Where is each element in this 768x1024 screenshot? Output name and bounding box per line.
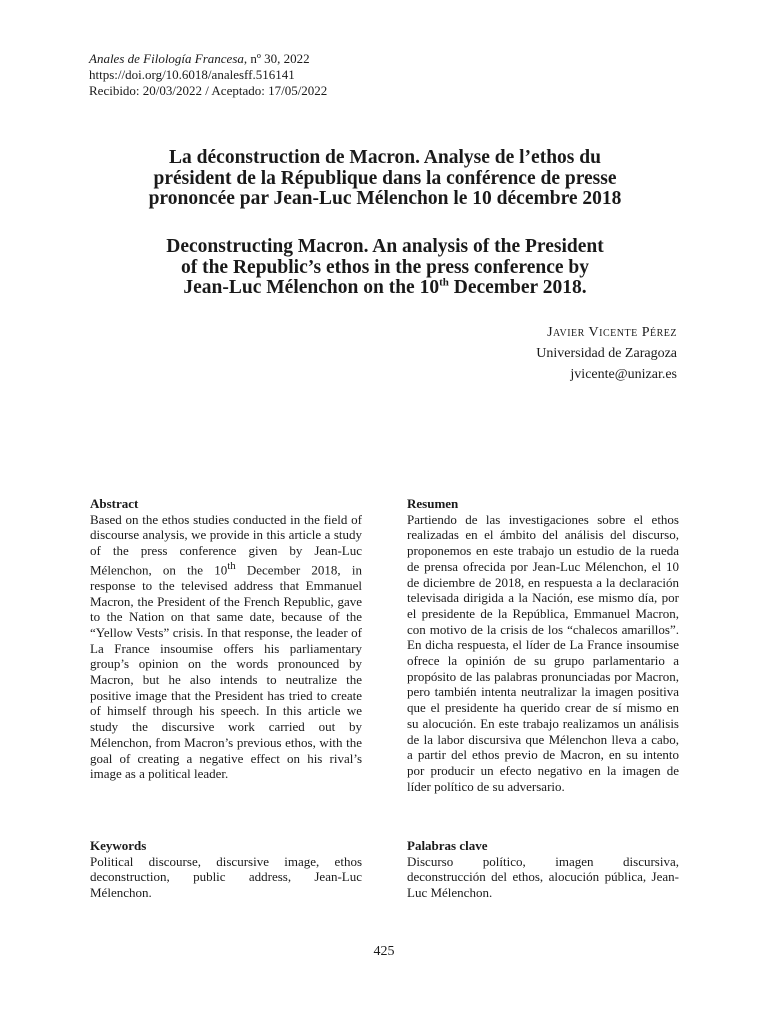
abstract-section	[90, 496, 362, 782]
title-en-line	[80, 278, 690, 299]
title-french	[80, 148, 690, 210]
resumen-heading: Resumen	[407, 496, 459, 511]
journal-citation	[89, 51, 327, 67]
title-fr-line: président de la République dans la conférence de presse	[153, 167, 617, 189]
title-en-line: Deconstructing Macron. An analysis of the President	[166, 236, 604, 257]
ordinal-suffix: th	[227, 559, 236, 572]
palabras-clave-heading: Palabras clave	[407, 838, 488, 853]
resumen-text: Partiendo de las investigaciones sobre el ethos realizadas en el ámbito del análisis del discurso, proponemos en este trabajo un estudio de la rueda de prensa ofrecida por Jean-Luc Mélenchon, el 10 de diciembre de 2018, en respuesta a la declaración televisada dirigida a la Nación, ese mismo día, por el presidente de la República, Emmanuel Macron, con motivo de la crisis de los “chalecos amarillos”. En dicha respuesta, el líder de La France insoumise ofrece la opinión de su grupo parlamentario a propósito de las palabras pronunciadas por Macron, pero también intenta neutralizar la imagen positiva que el presidente ha querido crear de sí mismo en su alocución. En este trabajo realizamos un análisis de la labor discursiva que Mélenchon lleva a cabo, a partir del ethos previo de Macron, en su intento por producir un efecto negativo en la imagen de líder político de su adversario.	[407, 511, 679, 794]
page-number: 425	[373, 944, 395, 959]
keywords-section	[90, 838, 362, 901]
abstract-text-end: December 2018, in response to the televised address that Emmanuel Macron, the President of the French Republic, gave to the Nation on that same date, because of the “Yellow Vests” crisis. In that response, the leader of La France insoumise offers his parliamentary group’s opinion on the words pronounced by Macron, but he also intends to neutralize the positive image that the President has tried to create of himself through his speech. In this article we study the discursive work carried out by Mélenchon, from Macron’s previous ethos, with the goal of creating a negative effect on his rival’s image as a political leader.	[90, 562, 362, 782]
ordinal-suffix: th	[439, 276, 449, 289]
keywords-heading: Keywords	[90, 838, 147, 853]
title-fr-line: prononcée par Jean-Luc Mélenchon le 10 décembre 2018	[148, 188, 622, 209]
title-en-line: of the Republic’s ethos in the press conference by	[180, 256, 590, 278]
abstract-text	[90, 512, 362, 782]
journal-issue: , nº 30, 2022	[243, 51, 310, 66]
title-en-line3-end: December 2018.	[448, 277, 587, 298]
palabras-clave-text: Discurso político, imagen discursiva, deconstrucción del ethos, alocución pública, Jean-Luc Mélenchon.	[407, 853, 679, 901]
keywords-text: Political discourse, discursive image, ethos deconstruction, public address, Jean-Luc Mélenchon.	[90, 853, 362, 901]
author-block	[536, 322, 677, 385]
author-email[interactable]: jvicente@unizar.es	[570, 367, 677, 382]
title-english	[80, 237, 690, 299]
title-fr-line: La déconstruction de Macron. Analyse de l’ethos du	[169, 147, 601, 168]
received-accepted-dates: Recibido: 20/03/2022 / Aceptado: 17/05/2022	[89, 83, 328, 98]
abstract-text-start: Based on the ethos studies conducted in the field of discourse analysis, we provide in this article a study of the press conference given by Jean-Luc Mélenchon, on the 10	[90, 511, 362, 578]
abstract-heading: Abstract	[90, 496, 139, 511]
author-name: Javier Vicente Pérez	[547, 325, 677, 340]
journal-header	[89, 51, 327, 99]
author-affiliation: Universidad de Zaragoza	[536, 346, 677, 361]
title-en-line3-start: Jean-Luc Mélenchon on the 10	[183, 277, 440, 298]
palabras-clave-section	[407, 838, 679, 901]
resumen-section	[407, 496, 679, 794]
journal-name: Anales de Filología Francesa	[89, 51, 244, 66]
doi-link[interactable]: https://doi.org/10.6018/analesff.516141	[89, 67, 295, 82]
